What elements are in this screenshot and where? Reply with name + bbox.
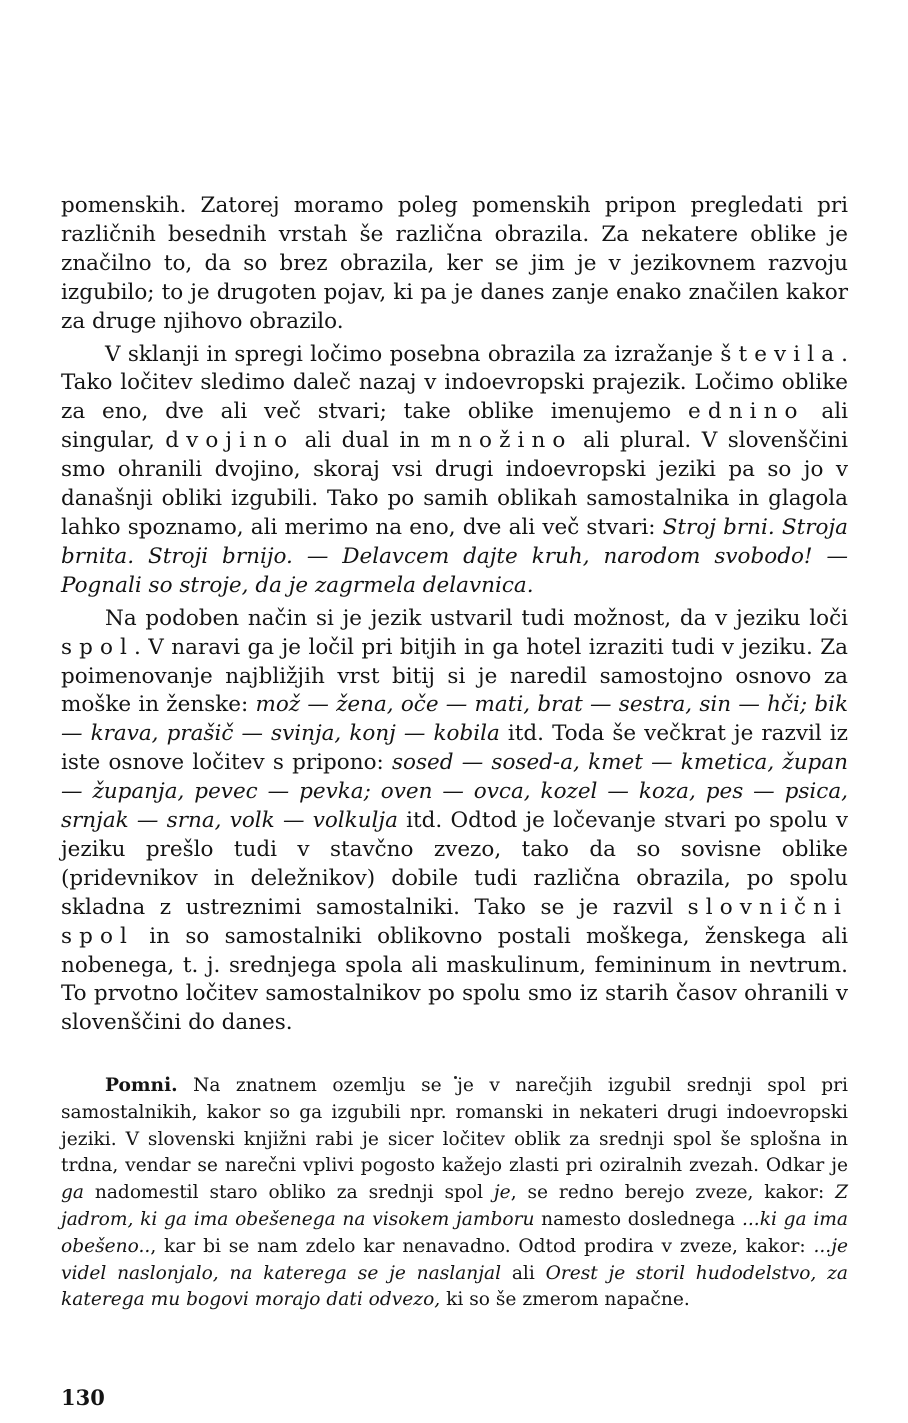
note-paragraph bbox=[61, 1073, 848, 1314]
p2-text-e: ali singular, bbox=[61, 399, 849, 454]
note-italic-b: ga bbox=[61, 1182, 84, 1204]
p2-text-g: ali dual in bbox=[294, 428, 431, 454]
term-slovnicni-spol: slovnični spol bbox=[61, 894, 848, 949]
note-text-k: ali bbox=[501, 1262, 546, 1284]
note-text-e: , se redno berejo zveze, kakor: bbox=[510, 1182, 836, 1204]
paragraph-3 bbox=[61, 605, 848, 1039]
p3-text-c: . V naravi ga je ločil pri bitjih in ga hotel izraziti tudi v jeziku. Za poimenovanje najbližjih vrst bitij si je naredil samostojno osnovo za moške in ženske: bbox=[61, 634, 848, 718]
note-text-c: nadomestil staro obliko za srednji spol bbox=[84, 1182, 494, 1204]
note-italic-d: je bbox=[493, 1182, 511, 1204]
paragraph-2 bbox=[61, 341, 848, 601]
p2-text-c: . Tako ločitev sledimo daleč nazaj v indoevropski prajezik. Ločimo oblike za eno, dve ali več stvari; take oblike imenujemo bbox=[61, 341, 848, 425]
note-italic-l: Orest je storil hudodelstvo, za katerega mu bogovi morajo dati odvezo, bbox=[61, 1262, 848, 1311]
term-ednino: ednino bbox=[688, 399, 805, 425]
p3-text-g: itd. Odtod je ločevanje stvari po spolu v jeziku prešlo tudi v stavčno zvezo, tako da so sovisne oblike (pridevnikov in deležnikov) dobile tudi različna obrazila, po spolu skladna z ustreznimi samostalniki. Tako se je razvil bbox=[61, 808, 848, 920]
note-italic-j: ...je videl naslonjalo, na katerega se je naslanjal bbox=[61, 1235, 848, 1284]
p2-examples: Stroj brni. Stroja brnita. Stroji brnijo. — Delavcem dajte kruh, narodom svobodo! — Pognali so stroje, da je zagrmela delavnica. bbox=[61, 514, 848, 598]
paragraph-1: pomenskih. Zatorej moramo poleg pomenskih pripon pregledati pri različnih besednih vrstah še različna obrazila. Za nekatere oblike je značilno to, da so brez obrazila, ker se jim je v jezikovnem razvoju izgubilo; to je drugoten pojav, ki pa je danes zanje enako značilen kakor za druge njihovo obrazilo. bbox=[61, 193, 848, 334]
p3-text-e: itd. Toda še večkrat je razvil iz iste osnove ločitev s pripono: bbox=[61, 721, 848, 776]
note-text-m: ki so še zmerom napačne. bbox=[440, 1289, 690, 1311]
term-spol: spol bbox=[61, 634, 134, 660]
note-text-g: namesto doslednega bbox=[534, 1208, 742, 1230]
page-number: 130 bbox=[61, 1385, 105, 1410]
term-dvojino: dvojino bbox=[165, 428, 295, 454]
p3-examples-1: mož — žena, oče — mati, brat — sestra, sin — hči; bik — krava, prašič — svinja, konj — kobila bbox=[61, 692, 848, 747]
note-text-a: Na znatnem ozemlju se je v narečjih izgubil srednji spol pri samostalnikih, kakor so ga izgubili npr. romanski in nekateri drugi indoevropski jeziki. V slovenski knjižni rabi je sicer ločitev oblik za srednji spol še splošna in trdna, vendar se narečni vplivi pogosto kažejo zlasti pri oziralnih zvezah. Odkar je bbox=[61, 1075, 848, 1177]
p3-text-i: in so samostalniki oblikovno postali moškega, ženskega ali nobenega, t. j. srednjega spola ali maskulinum, femininum in nevtrum. To prvotno ločitev samostalnikov po spolu smo iz starih časov ohranili v slovenščini do danes. bbox=[61, 923, 848, 1036]
p2-text-a: V sklanji in spregi ločimo posebna obrazila za izražanje bbox=[105, 341, 721, 367]
note-italic-f: Z jadrom, ki ga ima obešenega na visokem jamboru bbox=[61, 1182, 849, 1230]
term-mnozino: množino bbox=[430, 428, 573, 454]
p2-text-i: ali plural. V slovenščini smo ohranili dvojino, skoraj vsi drugi indoevropski jeziki pa so jo v današnji obliki izgubili. Tako po samih oblikah samostalnika in glagola lahko spoznamo, ali merimo na eno, dve ali več stvari: bbox=[61, 428, 848, 540]
note-italic-h: ...ki ga ima obešeno.. bbox=[61, 1208, 848, 1257]
p3-examples-2: sosed — sosed-a, kmet — kmetica, župan — županja, pevec — pevka; oven — ovca, kozel — koza, pes — psica, srnjak — srna, volk — volkulja bbox=[61, 750, 848, 834]
p3-text-a: Na podoben način si je jezik ustvaril tudi možnost, da v jeziku loči bbox=[105, 605, 848, 631]
term-stevila: števila bbox=[720, 341, 842, 367]
note-label: Pomni. bbox=[105, 1075, 178, 1096]
note-block bbox=[61, 1073, 848, 1314]
main-text bbox=[61, 192, 848, 1038]
note-text-i: , kar bi se nam zdelo kar nenavadno. Odtod prodira v zveze, kakor: bbox=[150, 1235, 814, 1257]
